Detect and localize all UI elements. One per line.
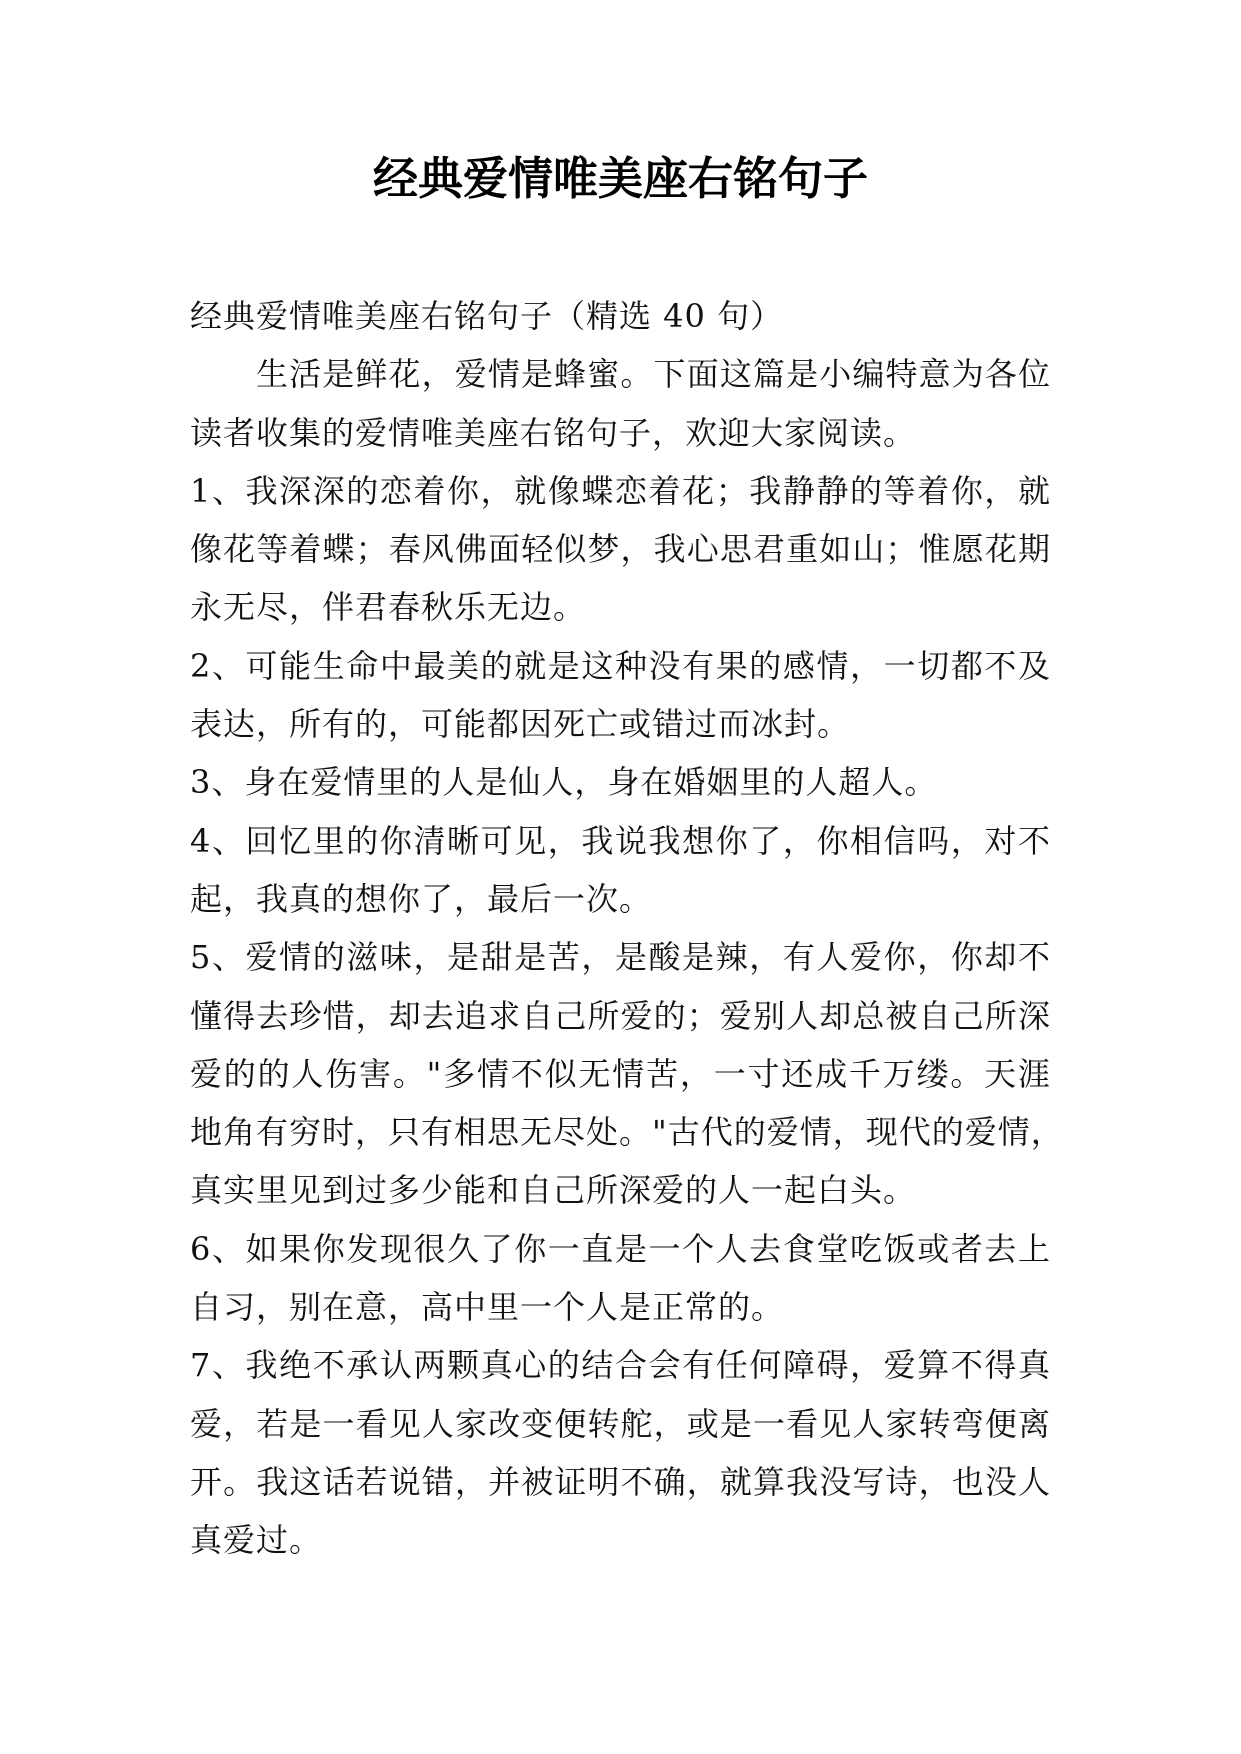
quote-item-1: [190, 462, 1051, 637]
text-line: 7、我绝不承认两颗真心的结合会有任何障碍，爱算不得真: [190, 1346, 1051, 1385]
text-line: 6、如果你发现很久了你一直是一个人去食堂吃饭或者去上: [190, 1229, 1051, 1268]
text-line: 像花等着蝶；春风佛面轻似梦，我心思君重如山；惟愿花期: [190, 530, 1051, 569]
text-line: 表达，所有的，可能都因死亡或错过而冰封。: [190, 705, 851, 744]
document-body: [190, 287, 1064, 1570]
quote-item-4: [190, 812, 1051, 929]
text-line: 读者收集的爱情唯美座右铭句子，欢迎大家阅读。: [190, 413, 917, 452]
text-line: 真爱过。: [190, 1521, 323, 1560]
text-line: 爱的的人伤害。"多情不似无情苦，一寸还成千万缕。天涯: [190, 1054, 1051, 1093]
quote-item-7: [190, 1336, 1051, 1569]
document-subtitle-paragraph: [190, 287, 1051, 345]
text-line: 生活是鲜花，爱情是蜂蜜。下面这篇是小编特意为各位: [256, 355, 1051, 394]
text-line: 真实里见到过多少能和自己所深爱的人一起白头。: [190, 1171, 917, 1210]
quote-item-5: [190, 928, 1064, 1219]
quote-item-6: [190, 1220, 1051, 1337]
document-subtitle: 经典爱情唯美座右铭句子（精选 40 句）: [190, 297, 784, 335]
text-line: 开。我这话若说错，并被证明不确，就算我没写诗，也没人: [190, 1462, 1051, 1501]
text-line: 地角有穷时，只有相思无尽处。"古代的爱情，现代的爱情，: [190, 1113, 1064, 1152]
quote-item-2: [190, 637, 1051, 754]
quote-item-3: [190, 753, 1051, 811]
text-line: 自习，别在意，高中里一个人是正常的。: [190, 1288, 785, 1327]
document-title: 经典爱情唯美座右铭句子: [372, 152, 868, 205]
intro-paragraph: [190, 345, 1051, 462]
text-line: 5、爱情的滋味，是甜是苦，是酸是辣，有人爱你，你却不: [190, 938, 1051, 977]
text-line: 4、回忆里的你清晰可见，我说我想你了，你相信吗，对不: [190, 821, 1051, 860]
text-line: 起，我真的想你了，最后一次。: [190, 879, 653, 918]
text-line: 3、身在爱情里的人是仙人，身在婚姻里的人超人。: [190, 763, 938, 802]
text-line: 1、我深深的恋着你，就像蝶恋着花；我静静的等着你，就: [190, 471, 1051, 510]
text-line: 永无尽，伴君春秋乐无边。: [190, 588, 587, 627]
text-line: 懂得去珍惜，却去追求自己所爱的；爱别人却总被自己所深: [190, 996, 1051, 1035]
text-line: 爱，若是一看见人家改变便转舵，或是一看见人家转弯便离: [190, 1404, 1051, 1443]
text-line: 2、可能生命中最美的就是这种没有果的感情，一切都不及: [190, 646, 1051, 685]
